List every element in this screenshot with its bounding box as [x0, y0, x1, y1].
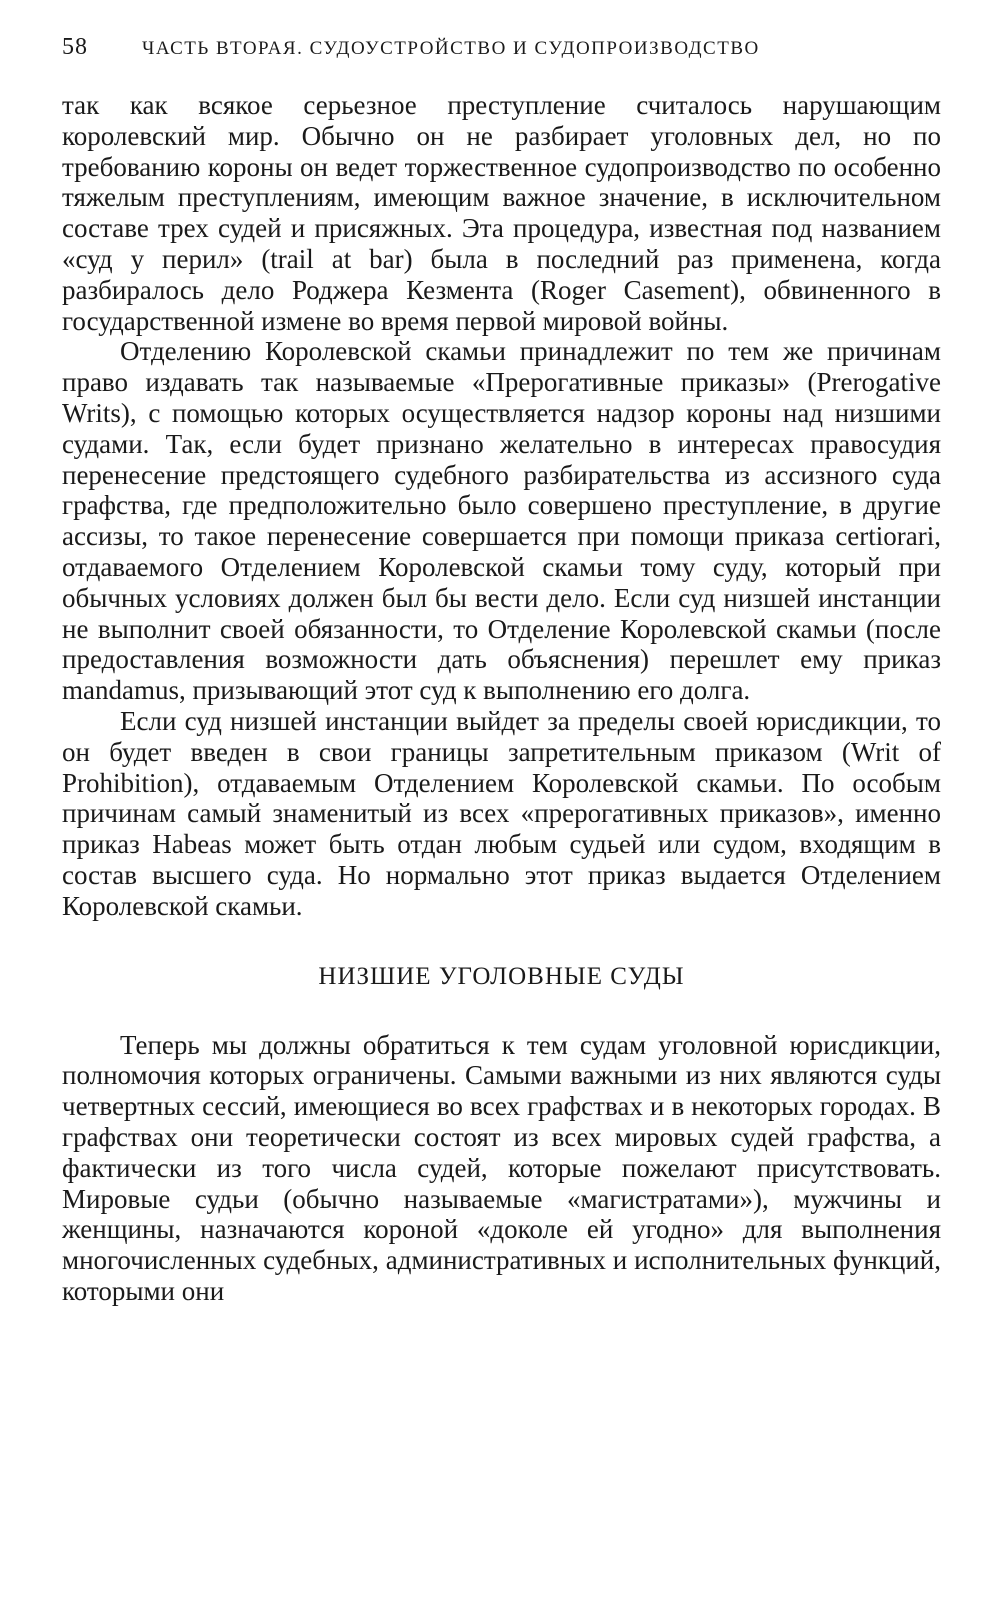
running-head [62, 34, 941, 74]
body-text [62, 90, 941, 1307]
page-number: 58 [62, 34, 88, 60]
paragraph-lower-criminal-courts: Теперь мы должны обратиться к тем судам уголовной юрисдикции, полномочия которых ограничены. Самыми важными из них являются суды четвертных сессий, имеющиеся во всех графствах и в некоторых городах. В графствах они теоретически состоят из всех мировых судей графства, а фактически из того числа судей, которые пожелают присутствовать. Мировые судьи (обычно называемые «магистратами»), мужчины и женщины, назначаются короной «доколе ей угодно» для выполнения многочисленных судебных, административных и исполнительных функций, которыми они [62, 1029, 941, 1306]
paragraph-continuation: так как всякое серьезное преступление считалось нарушающим королевский мир. Обычно он не разбирает уголовных дел, но по требованию короны он ведет торжественное судопроизводство по особенно тяжелым преступлениям, имеющим важное значение, в исключительном составе трех судей и присяжных. Эта процедура, известная под названием «суд у перил» (trail at bar) была в последний раз применена, когда разбиралось дело Роджера Кезмента (Roger Casement), обвиненного в государственной измене во время первой мировой войны. [62, 90, 941, 336]
paragraph-writ-of-prohibition: Если суд низшей инстанции выйдет за пределы своей юрисдикции, то он будет введен в свои границы запретительным приказом (Writ of Prohibition), отдаваемым Отделением Королевской скамьи. По особым причинам самый знаменитый из всех «прерогативных приказов», именно приказ Habeas может быть отдан любым судьей или судом, входящим в состав высшего суда. Но нормально этот приказ выдается Отделением Королевской скамьи. [62, 705, 941, 921]
running-title: ЧАСТЬ ВТОРАЯ. СУДОУСТРОЙСТВО И СУДОПРОИЗВОДСТВО [142, 38, 760, 59]
paragraph-prerogative-writs: Отделению Королевской скамьи принадлежит по тем же причинам право издавать так называемые «Прерогативные приказы» (Prerogative Writs), с помощью которых осуществляется надзор короны над низшими судами. Так, если будет признано желательно в интересах правосудия перенесение предстоящего судебного разбирательства из ассизного суда графства, где предположительно было совершено преступление, в другие ассизы, то такое перенесение совершается при помощи приказа certiorari, отдаваемого Отделением Королевской скамьи тому суду, который при обычных условиях должен был бы вести дело. Если суд низшей инстанции не выполнит своей обязанности, то Отделение Королевской скамьи (после предоставления возможности дать объяснения) перешлет ему приказ mandamus, призывающий этот суд к выполнению его долга. [62, 336, 941, 706]
section-heading: НИЗШИЕ УГОЛОВНЫЕ СУДЫ [318, 962, 685, 990]
